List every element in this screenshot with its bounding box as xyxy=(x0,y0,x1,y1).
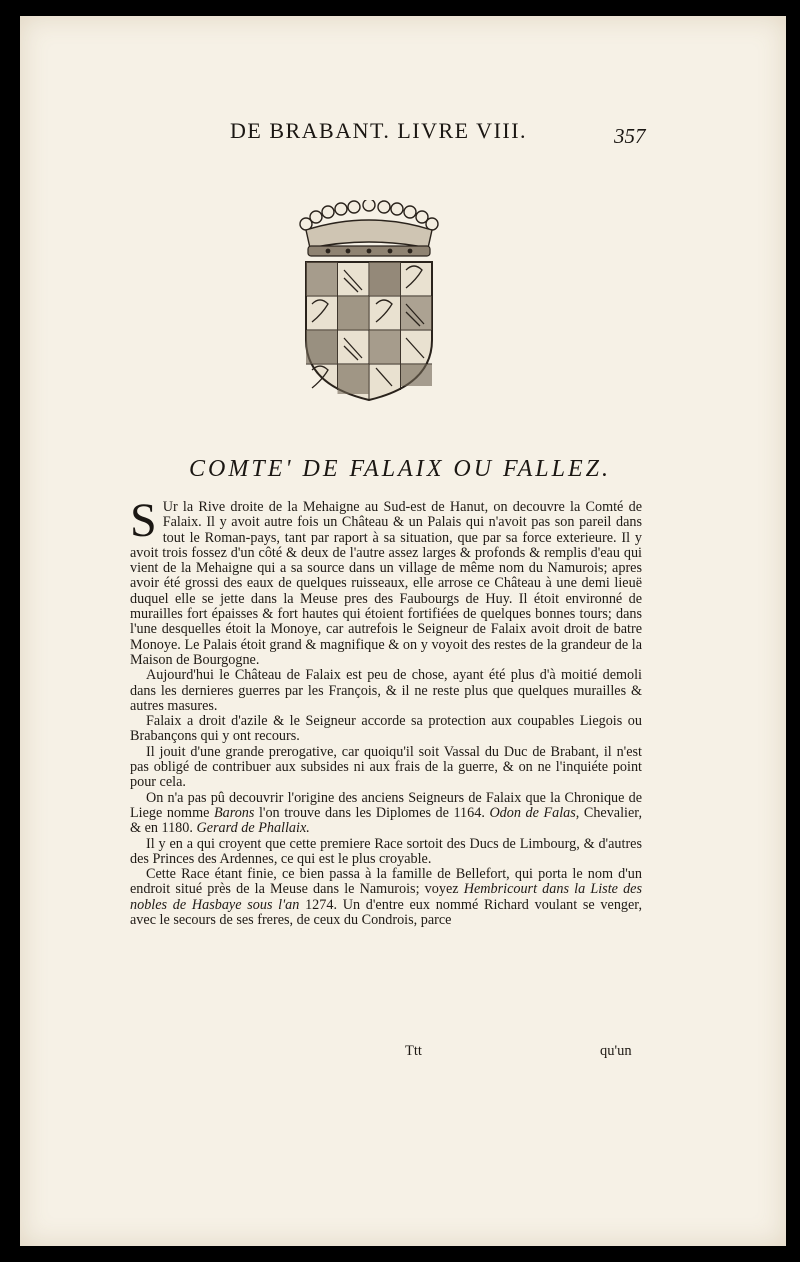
drop-cap: S xyxy=(130,494,157,547)
paragraph xyxy=(130,791,642,837)
page-number: 357 xyxy=(614,124,646,148)
catchword: qu'un xyxy=(600,1043,632,1059)
paragraph xyxy=(130,668,642,714)
paragraph-text: Il y en a qui croyent que cette premiere Race sortoit des Ducs de Limbourg, & d'autres des Princes des Ardennes, ce qui est le plus croyable. xyxy=(130,835,642,867)
italic-text: Gerard de Phallaix. xyxy=(196,820,310,837)
paragraph-text: Ur la Rive droite de la Mehaigne au Sud-est de Hanut, on decouvre la Comté de Falaix. Il y avoit autre fois un Château & un Palais qui n'avoit pas son pareil dans tout le Roman-pays, tant par raport à sa situation, que par sa force exterieure. Il y avoit trois fossez d'un côté & deux de l'autre assez larges & profonds & remplis d'eau qui vient de la Mehaigne qui a sa source dans un village de même nom du Namurois; apres avoir été grossi des eaux de quelques ruisseaux, elle arrose ce Château à une demi lieuë duquel elle se jette dans la Meuse pres des Faubourgs de Huy. Il étoit environné de murailles fort épaisses & fort hautes qui étoient fortifiées de quelques bonnes tours; dans l'une desquelles étoit la Monoye, car autrefois le Seigneur de Falaix avoit droit de batre Monoye. Le Palais étoit grand & magnifique & on y voyoit des restes de la grandeur de la Maison de Bourgogne. xyxy=(130,499,642,668)
paragraph-text: , Chevalier, & en 1180. xyxy=(130,804,642,837)
running-head: DE BRABANT. LIVRE VIII. xyxy=(230,118,528,143)
italic-text: Barons xyxy=(213,804,255,821)
paragraph-text: Aujourd'hui le Château de Falaix est peu de chose, ayant été plus d'à moitié demoli dans les dernieres guerres par les François, & il ne reste plus que quelques murailles & autres masures. xyxy=(130,667,642,714)
italic-text: Odon de Falas xyxy=(489,804,576,821)
paragraph-text: 1274. Un d'entre eux nommé Richard voulant se venger, avec le secours de ses freres, de ceux du Condrois, parce xyxy=(130,896,643,929)
paragraph-text: On n'a pas pû decouvrir l'origine des anciens Seigneurs de Falaix que la Chronique de Liege nomme xyxy=(130,789,642,821)
page-header xyxy=(0,118,800,148)
coat-of-arms-with-crown-icon xyxy=(298,200,440,405)
paragraph-text: Cette Race étant finie, ce bien passa à la famille de Bellefort, qui porta le nom d'un endroit situé près de la Meuse dans le Namurois; voyez xyxy=(130,866,642,898)
paragraph xyxy=(130,745,642,791)
paragraph-text: Il jouit d'une grande prerogative, car quoiqu'il soit Vassal du Duc de Brabant, il n'est pas obligé de contribuer aux subsides ni aux frais de la guerre, & on ne l'inquiéte point pour cela. xyxy=(130,743,642,791)
body-text xyxy=(130,494,643,929)
paragraph-text: Falaix a droit d'azile & le Seigneur accorde sa protection aux coupables Liegois ou Brabançons qui y ont recours. xyxy=(130,713,642,745)
paragraph xyxy=(130,837,642,868)
italic-text: Hembricourt dans la Liste des nobles de Hasbaye sous l'an xyxy=(130,881,643,913)
paragraph xyxy=(130,867,642,928)
paragraph-text: l'on trouve dans les Diplomes de 1164. xyxy=(254,804,490,821)
chapter-title: COMTE' DE FALAIX OU FALLEZ. xyxy=(189,456,611,482)
paragraph xyxy=(130,714,642,745)
signature-mark: Ttt xyxy=(405,1043,422,1059)
paragraph xyxy=(130,494,642,668)
